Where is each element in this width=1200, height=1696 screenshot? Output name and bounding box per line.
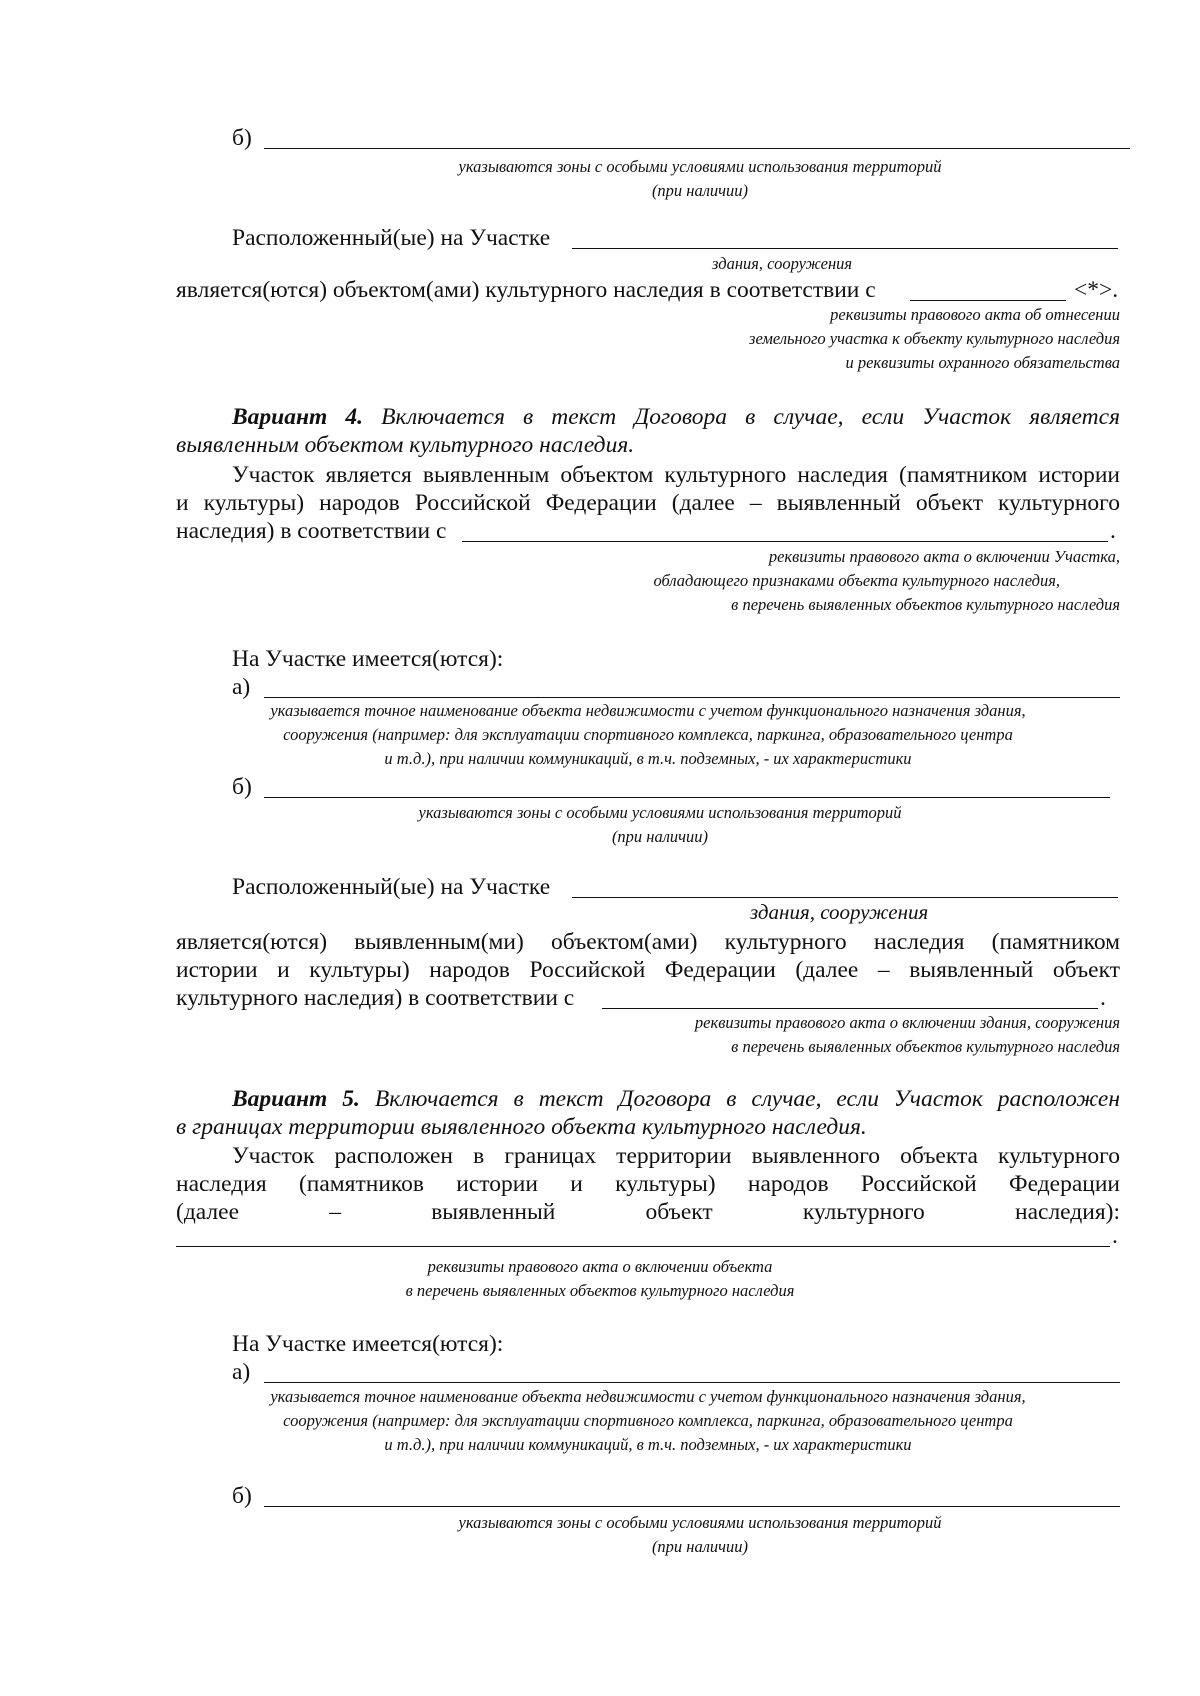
v5-para1-end: . (1112, 1223, 1118, 1249)
v5-item-b-blank (264, 1506, 1120, 1507)
buildings-note: здания, сооружения (712, 254, 853, 273)
object-note-2: земельного участка к объекту культурного наследия (749, 329, 1120, 348)
v5-a-note-2: сооружения (например: для эксплуатации спортивного комплекса, паркинга, образовательного центра (283, 1411, 1013, 1430)
object-text: является(ются) объектом(ами) культурного наследия в соответствии с (176, 277, 876, 303)
located-label: Расположенный(ые) на Участке (232, 225, 551, 251)
v4-para2-note-1: реквизиты правового акта о включении здания, сооружения (694, 1013, 1120, 1032)
v5-para1-line1: Участок расположен в границах территории выявленного объекта культурного (232, 1143, 1120, 1169)
v4-para1-line2: и культуры) народов Российской Федерации (далее – выявленный объект культурного (176, 490, 1120, 516)
v4-para1-note-2: обладающего признаками объекта культурного наследия, (653, 571, 1060, 590)
v4-para1-note-3: в перечень выявленных объектов культурного наследия (731, 595, 1120, 614)
v5-item-a-label: а) (232, 1359, 251, 1385)
item-b-blank (264, 148, 1130, 149)
v5-para1-line3: (далее – выявленный объект культурного наследия): (176, 1199, 1120, 1225)
v5-has-label: На Участке имеется(ются): (232, 1331, 504, 1357)
v4-para1-blank (462, 541, 1108, 542)
v5-para1-blank (176, 1246, 1110, 1247)
variant-5-heading-line2: в границах территории выявленного объекта культурного наследия. (176, 1114, 867, 1140)
v4-para2-line3: культурного наследия) в соответствии с (176, 985, 575, 1011)
object-tail: <*>. (1074, 277, 1119, 303)
variant-5-heading (232, 1085, 1120, 1113)
v4-para1-note-1: реквизиты правового акта о включении Участка, (768, 547, 1120, 566)
v4-located-blank (572, 897, 1118, 898)
v4-para2-end: . (1100, 985, 1106, 1011)
v4-zones-note-2: (при наличии) (611, 827, 709, 846)
v4-buildings-note: здания, сооружения (750, 900, 929, 924)
v5-a-note-1: указывается точное наименование объекта недвижимости с учетом функционального назначения здания, (270, 1387, 1026, 1406)
v4-a-note-2: сооружения (например: для эксплуатации спортивного комплекса, паркинга, образовательного центра (283, 725, 1013, 744)
v4-para2-line2: истории и культуры) народов Российской Федерации (далее – выявленный объект (176, 957, 1120, 983)
object-blank (910, 300, 1066, 301)
v5-para1-line2: наследия (памятников истории и культуры) народов Российской Федерации (176, 1171, 1120, 1197)
located-blank (572, 248, 1118, 249)
variant-5-label: Вариант 5. (232, 1086, 360, 1112)
v4-para2-blank (602, 1008, 1098, 1009)
v4-para2-note-2: в перечень выявленных объектов культурного наследия (731, 1037, 1120, 1056)
v4-a-note-1: указывается точное наименование объекта недвижимости с учетом функционального назначения здания, (270, 701, 1026, 720)
variant-4-heading-line2: выявленным объектом культурного наследия. (176, 432, 635, 458)
v4-zones-note-1: указываются зоны с особыми условиями использования территорий (418, 803, 902, 822)
v4-item-b-label: б) (232, 774, 252, 800)
v4-para1-end: . (1110, 518, 1116, 544)
object-note-1: реквизиты правового акта об отнесении (830, 305, 1120, 324)
v5-para1-note-1: реквизиты правового акта о включении объекта (427, 1257, 773, 1276)
v5-para1-note-2: в перечень выявленных объектов культурного наследия (405, 1281, 795, 1300)
variant-5-heading-text: Включается в текст Договора в случае, если Участок расположен (374, 1086, 1120, 1112)
variant-4-heading-text: Включается в текст Договора в случае, если Участок является (381, 404, 1120, 430)
v5-zones-note-1: указываются зоны с особыми условиями использования территорий (458, 1513, 942, 1532)
v4-item-a-blank (264, 697, 1120, 698)
zones-note-line1: указываются зоны с особыми условиями использования территорий (458, 157, 942, 176)
v5-item-a-blank (264, 1382, 1120, 1383)
v4-located-label: Расположенный(ые) на Участке (232, 874, 551, 900)
v4-a-note-3: и т.д.), при наличии коммуникаций, в т.ч. подземных, - их характеристики (384, 749, 912, 768)
zones-note-line2: (при наличии) (651, 181, 749, 200)
item-b-label: б) (232, 125, 252, 151)
v4-item-b-blank (264, 797, 1110, 798)
v4-para2-line1: является(ются) выявленным(ми) объектом(ами) культурного наследия (памятником (176, 929, 1120, 955)
v4-has-label: На Участке имеется(ются): (232, 646, 504, 672)
v5-item-b-label: б) (232, 1483, 252, 1509)
variant-4-label: Вариант 4. (232, 404, 364, 430)
object-note-3: и реквизиты охранного обязательства (845, 353, 1120, 372)
v4-para1-line3: наследия) в соответствии с (176, 518, 447, 544)
v5-a-note-3: и т.д.), при наличии коммуникаций, в т.ч. подземных, - их характеристики (384, 1435, 912, 1454)
v4-item-a-label: а) (232, 674, 251, 700)
v5-zones-note-2: (при наличии) (651, 1537, 749, 1556)
v4-para1-line1: Участок является выявленным объектом культурного наследия (памятником истории (232, 462, 1120, 488)
variant-4-heading (232, 403, 1120, 431)
